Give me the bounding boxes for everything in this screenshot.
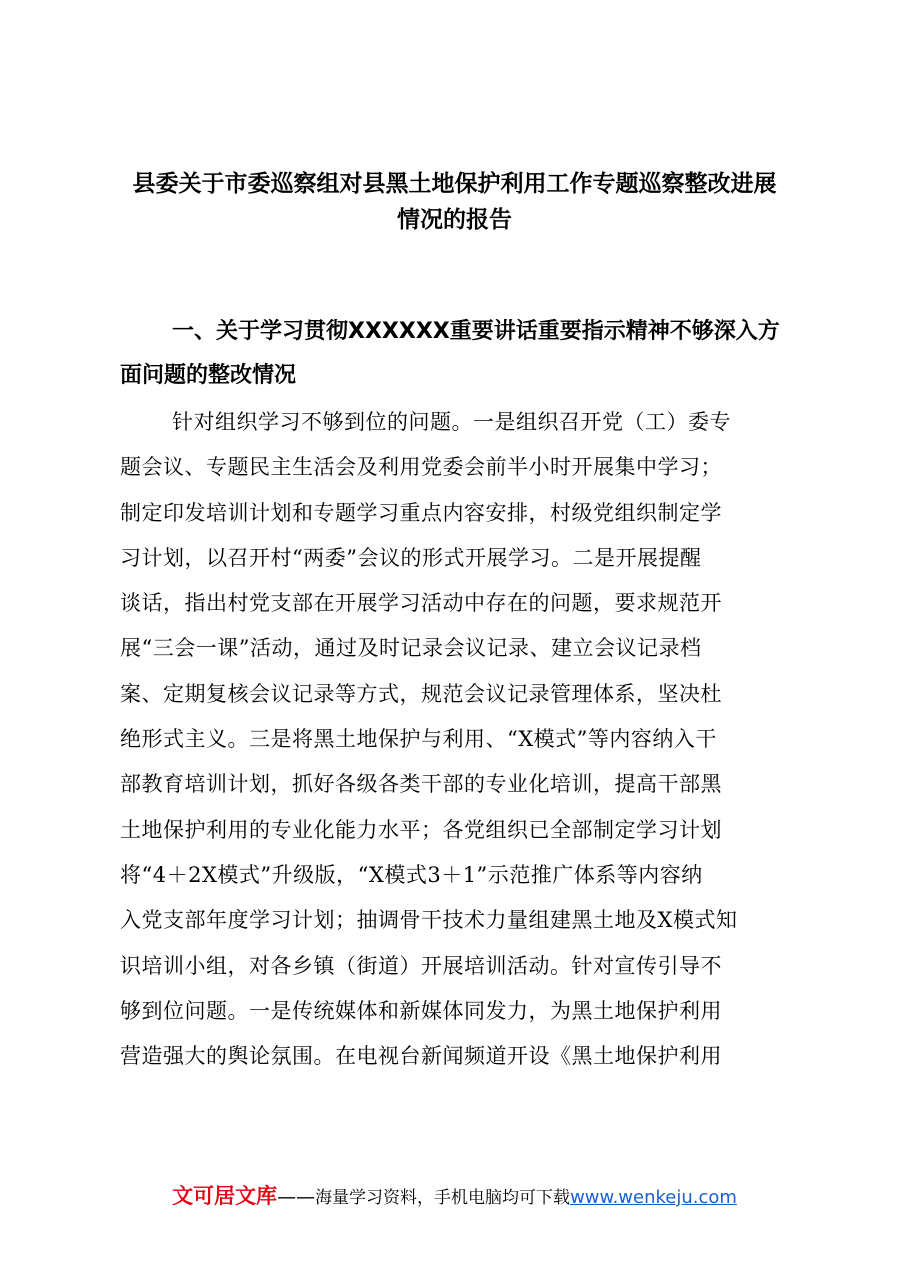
body-line: 案、定期复核会议记录等方式，规范会议记录管理体系，坚决杜: [120, 681, 722, 706]
footer-site-link[interactable]: www.wenkeju.com: [570, 1187, 737, 1208]
body-line: 谈话，指出村党支部在开展学习活动中存在的问题，要求规范开: [120, 591, 722, 616]
body-line: 入党支部年度学习计划；抽调骨干技术力量组建黑土地及X模式知: [120, 908, 738, 933]
body-line: 针对组织学习不够到位的问题。一是组织召开党（工）委专: [172, 410, 731, 434]
body-line: 够到位问题。一是传统媒体和新媒体同发力，为黑土地保护利用: [120, 998, 722, 1023]
body-line: 营造强大的舆论氛围。在电视台新闻频道开设《黑土地保护利用: [120, 1044, 722, 1069]
section-heading-line-1: 一、关于学习贯彻XXXXXX重要讲话重要指示精神不够深入方: [172, 319, 780, 344]
footer-brand: 文可居文库: [172, 1184, 278, 1208]
body-paragraph: [120, 400, 820, 1079]
body-line: 土地保护利用的专业化能力水平；各党组织已全部制定学习计划: [120, 817, 722, 842]
body-line: 识培训小组，对各乡镇（街道）开展培训活动。针对宣传引导不: [120, 953, 722, 978]
footer-tagline: 海量学习资料，手机电脑均可下载: [315, 1188, 571, 1208]
body-line: 习计划，以召开村“两委”会议的形式开展学习。二是开展提醒: [120, 545, 702, 570]
body-line: 制定印发培训计划和专题学习重点内容安排，村级党组织制定学: [120, 500, 722, 525]
title-line-2: 情况的报告: [397, 206, 512, 233]
section-heading-line-2: 面问题的整改情况: [120, 363, 297, 388]
body-line: 部教育培训计划，抓好各级各类干部的专业化培训，提高干部黑: [120, 772, 722, 797]
title-line-1: 县委关于市委巡察组对县黑土地保护利用工作专题巡察整改进展: [132, 170, 777, 197]
body-line: 绝形式主义。三是将黑土地保护与利用、“X模式”等内容纳入干: [120, 727, 717, 752]
footer-banner: [0, 1180, 909, 1210]
footer-dash: ——: [277, 1186, 316, 1208]
body-line: 展“三会一课”活动，通过及时记录会议记录、建立会议记录档: [120, 636, 702, 661]
section-heading: [120, 310, 820, 398]
page-title: [60, 166, 849, 238]
body-line: 题会议、专题民主生活会及利用党委会前半小时开展集中学习；: [120, 455, 722, 480]
body-line: 将“4＋2X模式”升级版，“X模式3＋1”示范推广体系等内容纳: [120, 862, 703, 887]
